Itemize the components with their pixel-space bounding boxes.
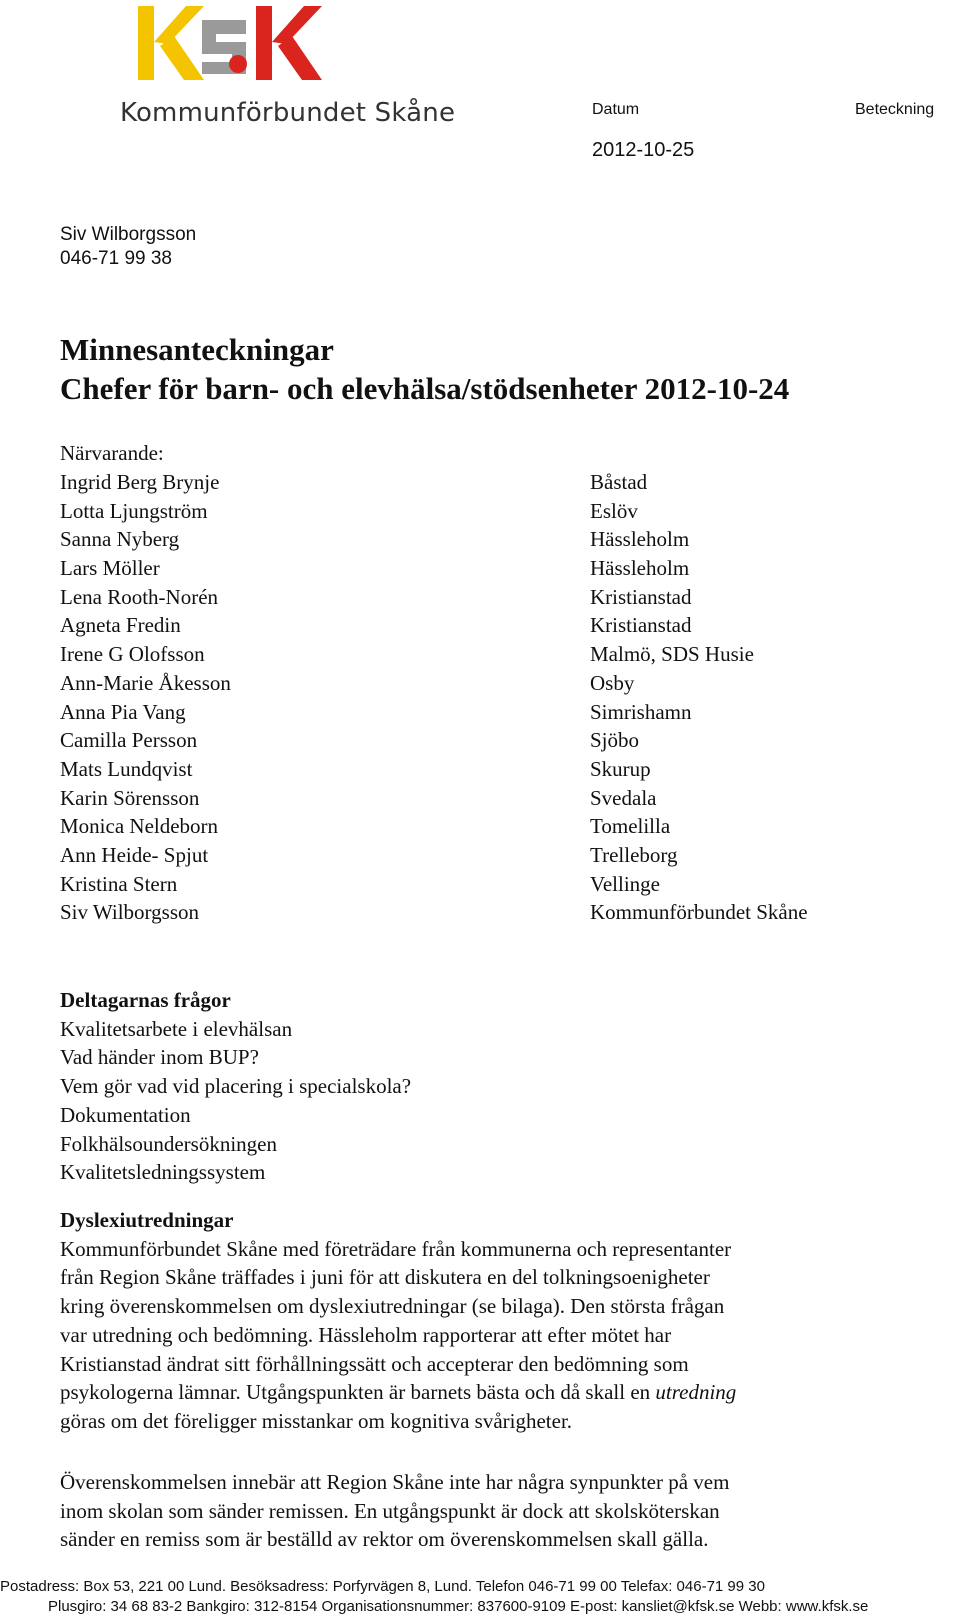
section-dyslexi xyxy=(60,1206,900,1436)
attendee-row xyxy=(60,900,860,929)
attendee-name: Lars Möller xyxy=(60,556,160,581)
attendee-org: Trelleborg xyxy=(590,842,678,867)
attendee-org: Vellinge xyxy=(590,871,660,896)
attendee-name: Karin Sörensson xyxy=(60,785,200,810)
attendee-row xyxy=(60,585,860,614)
beteckning-label: Beteckning xyxy=(855,101,935,118)
ksk-logo-mark xyxy=(138,6,334,84)
page-title xyxy=(60,330,789,408)
paragraph-line: Kristianstad ändrat sitt förhållningssätt och accepterar den bedömning som xyxy=(60,1351,689,1376)
attendee-org: Sjöbo xyxy=(590,728,640,753)
question-item: Folkhälsoundersökningen xyxy=(60,1131,277,1156)
attendee-name: Ann-Marie Åkesson xyxy=(60,670,231,695)
question-item: Kvalitetsledningssystem xyxy=(60,1160,266,1185)
datum-value: 2012-10-25 xyxy=(592,139,695,161)
footer-address: Postadress: Box 53, 221 00 Lund. Besöksadress: Porfyrvägen 8, Lund. Telefon 046-71 99 00 Telefax: 046-71 99 30 xyxy=(0,1578,765,1595)
attendee-org: Hässleholm xyxy=(590,556,690,581)
attendee-org: Simrishamn xyxy=(590,699,692,724)
attendee-row xyxy=(60,642,860,671)
attendee-org: Svedala xyxy=(590,785,657,810)
logo-dot xyxy=(229,55,247,73)
org-name: Kommunförbundet Skåne xyxy=(120,98,456,128)
attendee-name: Monica Neldeborn xyxy=(60,814,219,839)
attendee-row xyxy=(60,700,860,729)
attendee-name: Camilla Persson xyxy=(60,728,198,753)
attendee-name: Kristina Stern xyxy=(60,871,178,896)
question-item: Dokumentation xyxy=(60,1102,191,1127)
attendee-org: Osby xyxy=(590,670,635,695)
attendee-name: Ingrid Berg Brynje xyxy=(60,470,220,494)
attendee-row xyxy=(60,613,860,642)
contact-phone: 046-71 99 38 xyxy=(60,248,172,269)
question-item: Vem gör vad vid placering i specialskola? xyxy=(60,1074,412,1099)
attendee-row xyxy=(60,499,860,528)
attendee-row xyxy=(60,470,860,499)
section-deltagarnas xyxy=(60,986,900,1187)
attendee-row xyxy=(60,728,860,757)
attendee-org: Båstad xyxy=(590,470,648,494)
question-item: Vad händer inom BUP? xyxy=(60,1045,259,1070)
paragraph-line: inom skolan som sänder remissen. En utgångspunkt är dock att skolsköterskan xyxy=(60,1498,720,1523)
paragraph-line: Kommunförbundet Skåne med företrädare från kommunerna och representanter xyxy=(60,1236,732,1261)
attendee-list xyxy=(60,470,860,929)
attendee-row xyxy=(60,556,860,585)
paragraph-line: sänder en remiss som är beställd av rektor om överenskommelsen skall gälla. xyxy=(60,1527,709,1552)
attendee-name: Anna Pia Vang xyxy=(60,699,186,724)
attendee-org: Hässleholm xyxy=(590,527,690,552)
attendee-name: Mats Lundqvist xyxy=(60,756,193,781)
attendance-label: Närvarande: xyxy=(60,441,164,465)
attendee-name: Agneta Fredin xyxy=(60,613,181,638)
footer-payment-info: Plusgiro: 34 68 83-2 Bankgiro: 312-8154 Organisationsnummer: 837600-9109 E-post: kansliet@kfsk.se Webb: www.kfsk.se xyxy=(48,1598,869,1615)
datum-label: Datum xyxy=(592,101,640,118)
attendee-name: Lena Rooth-Norén xyxy=(60,584,219,609)
attendee-row xyxy=(60,527,860,556)
attendee-name: Sanna Nyberg xyxy=(60,527,180,552)
attendee-org: Eslöv xyxy=(590,498,638,523)
section-overenskommelse xyxy=(60,1468,900,1554)
logo xyxy=(60,6,456,128)
paragraph-text: psykologerna lämnar. Utgångspunkten är barnets bästa och då skall en xyxy=(60,1380,656,1405)
attendee-name: Lotta Ljungström xyxy=(60,498,208,523)
attendee-name: Siv Wilborgsson xyxy=(60,900,199,925)
section-heading: Deltagarnas frågor xyxy=(60,988,231,1012)
attendee-org: Malmö, SDS Husie xyxy=(590,642,754,667)
logo-letter-k-left xyxy=(138,6,204,80)
emphasis-text: utredning xyxy=(655,1380,737,1405)
logo-letter-k-right xyxy=(256,6,322,80)
title-line-2: Chefer för barn- och elevhälsa/stödsenheter 2012-10-24 xyxy=(60,371,790,406)
paragraph-line: var utredning och bedömning. Hässleholm rapporterar att efter mötet har xyxy=(60,1322,672,1347)
attendee-row xyxy=(60,757,860,786)
attendee-row xyxy=(60,814,860,843)
section-heading: Dyslexiutredningar xyxy=(60,1208,234,1232)
title-line-1: Minnesanteckningar xyxy=(60,332,334,367)
attendee-name: Irene G Olofsson xyxy=(60,642,205,667)
attendee-row xyxy=(60,786,860,815)
paragraph-line xyxy=(60,1378,900,1407)
attendee-row xyxy=(60,671,860,700)
attendee-org: Skurup xyxy=(590,756,651,781)
paragraph-line: från Region Skåne träffades i juni för att diskutera en del tolkningsoenigheter xyxy=(60,1265,710,1290)
attendee-row xyxy=(60,843,860,872)
attendee-org: Kristianstad xyxy=(590,613,692,638)
attendee-org: Kristianstad xyxy=(590,584,692,609)
attendee-org: Kommunförbundet Skåne xyxy=(590,900,808,925)
attendee-name: Ann Heide- Spjut xyxy=(60,842,209,867)
attendee-row xyxy=(60,872,860,901)
question-item: Kvalitetsarbete i elevhälsan xyxy=(60,1016,293,1041)
paragraph-line: göras om det föreligger misstankar om kognitiva svårigheter. xyxy=(60,1408,573,1433)
paragraph-line: Överenskommelsen innebär att Region Skåne inte har några synpunkter på vem xyxy=(60,1470,730,1494)
attendee-org: Tomelilla xyxy=(590,814,671,839)
paragraph-line: kring överenskommelsen om dyslexiutredningar (se bilaga). Den största frågan xyxy=(60,1294,725,1319)
contact-name: Siv Wilborgsson xyxy=(60,224,197,245)
